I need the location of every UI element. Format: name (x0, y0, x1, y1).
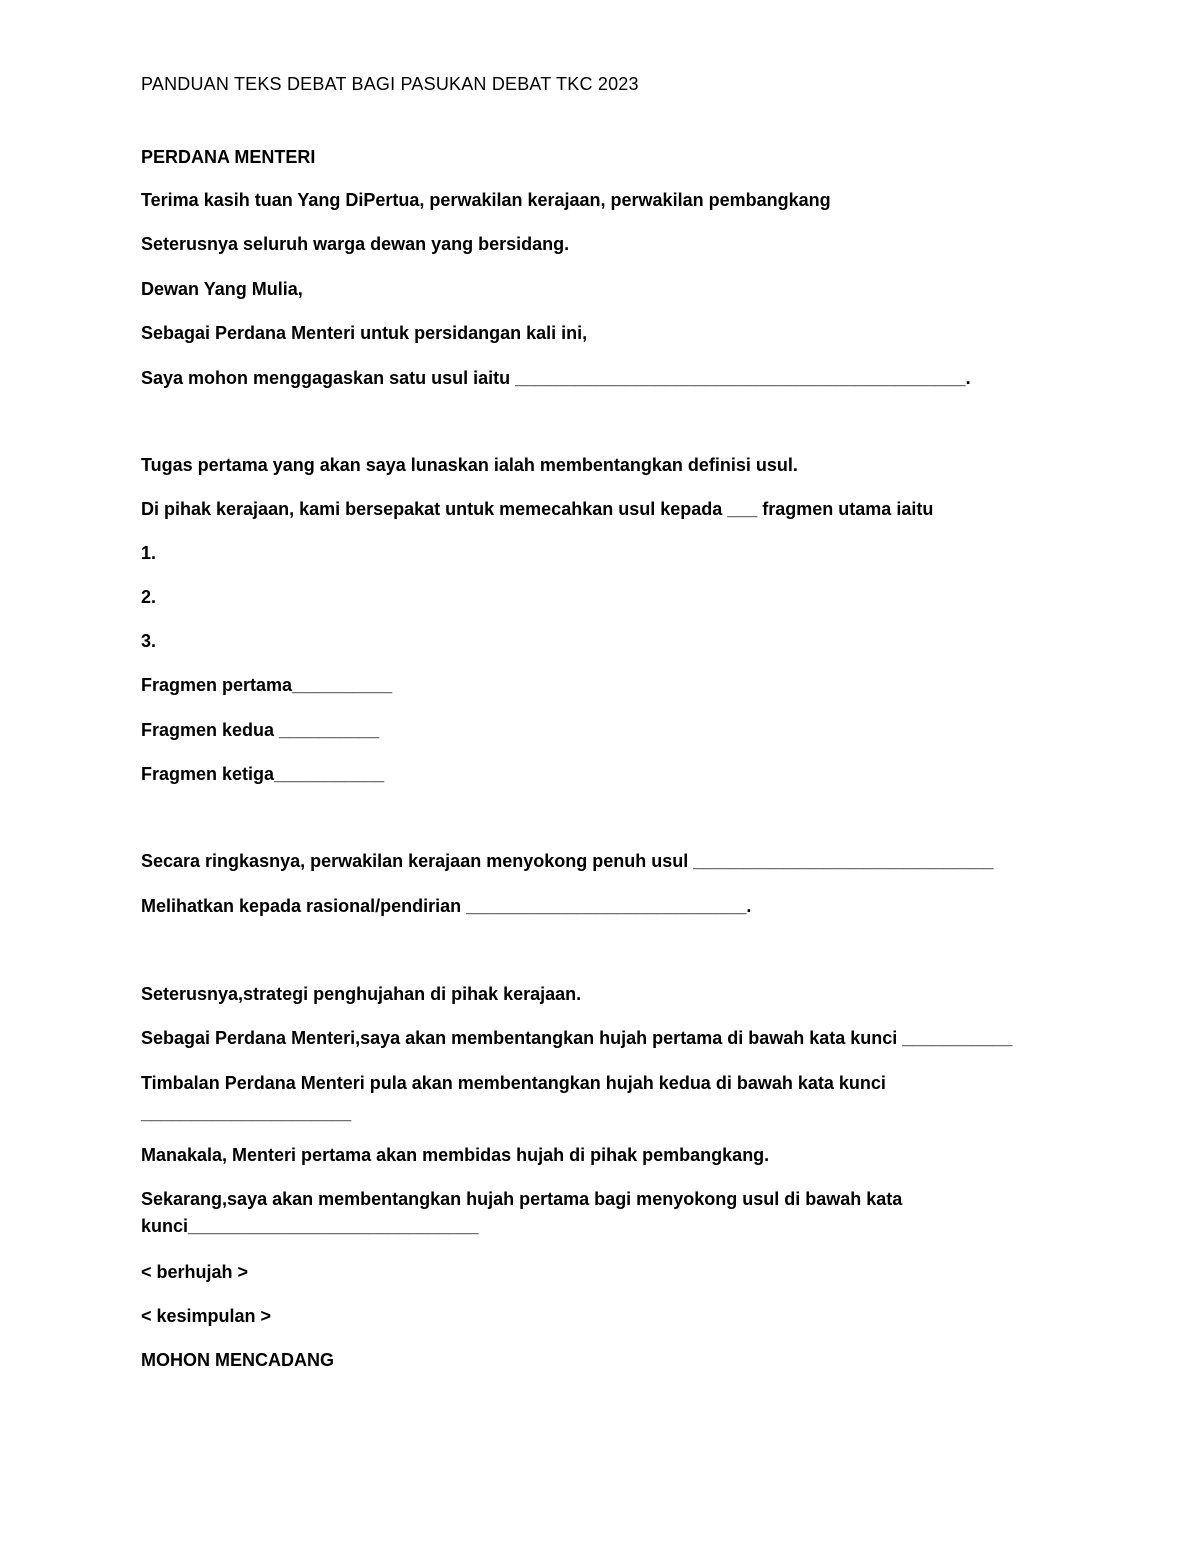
text-line: Sebagai Perdana Menteri,saya akan membentangkan hujah pertama di bawah kata kunci ___________ (141, 1028, 1013, 1048)
text-line: Terima kasih tuan Yang DiPertua, perwakilan kerajaan, perwakilan pembangkang (141, 190, 831, 210)
placeholder-line: < kesimpulan > (141, 1306, 272, 1326)
fragment-line: Fragmen pertama__________ (141, 675, 393, 695)
fragment-line: Fragmen kedua __________ (141, 720, 380, 740)
text-line: Di pihak kerajaan, kami bersepakat untuk memecahkan usul kepada ___ fragmen utama iaitu (141, 499, 934, 519)
text-line: Secara ringkasnya, perwakilan kerajaan menyokong penuh usul ______________________________ (141, 851, 994, 871)
list-item: 2. (141, 587, 157, 607)
text-line: Timbalan Perdana Menteri pula akan membentangkan hujah kedua di bawah kata kunci (141, 1073, 886, 1093)
list-item: 3. (141, 631, 157, 651)
list-item: 1. (141, 543, 157, 563)
closing-line: MOHON MENCADANG (141, 1350, 334, 1370)
text-line: Tugas pertama yang akan saya lunaskan ialah membentangkan definisi usul. (141, 455, 798, 475)
placeholder-line: < berhujah > (141, 1262, 249, 1282)
fragment-line: Fragmen ketiga___________ (141, 764, 385, 784)
text-line: kunci_____________________________ (141, 1216, 479, 1236)
text-line: Dewan Yang Mulia, (141, 279, 303, 299)
text-line: Seterusnya seluruh warga dewan yang bersidang. (141, 234, 570, 254)
text-line: Sebagai Perdana Menteri untuk persidangan kali ini, (141, 323, 588, 343)
section-title: PERDANA MENTERI (141, 147, 316, 167)
text-line: Manakala, Menteri pertama akan membidas hujah di pihak pembangkang. (141, 1145, 770, 1165)
text-line: Melihatkan kepada rasional/pendirian ____________________________. (141, 896, 752, 916)
blank-line: _____________________ (141, 1103, 352, 1123)
text-line: Sekarang,saya akan membentangkan hujah pertama bagi menyokong usul di bawah kata (141, 1189, 903, 1209)
document-header: PANDUAN TEKS DEBAT BAGI PASUKAN DEBAT TKC 2023 (141, 74, 639, 94)
motion-line: Saya mohon menggagaskan satu usul iaitu _____________________________________________. (141, 368, 971, 388)
text-line: Seterusnya,strategi penghujahan di pihak kerajaan. (141, 984, 582, 1004)
